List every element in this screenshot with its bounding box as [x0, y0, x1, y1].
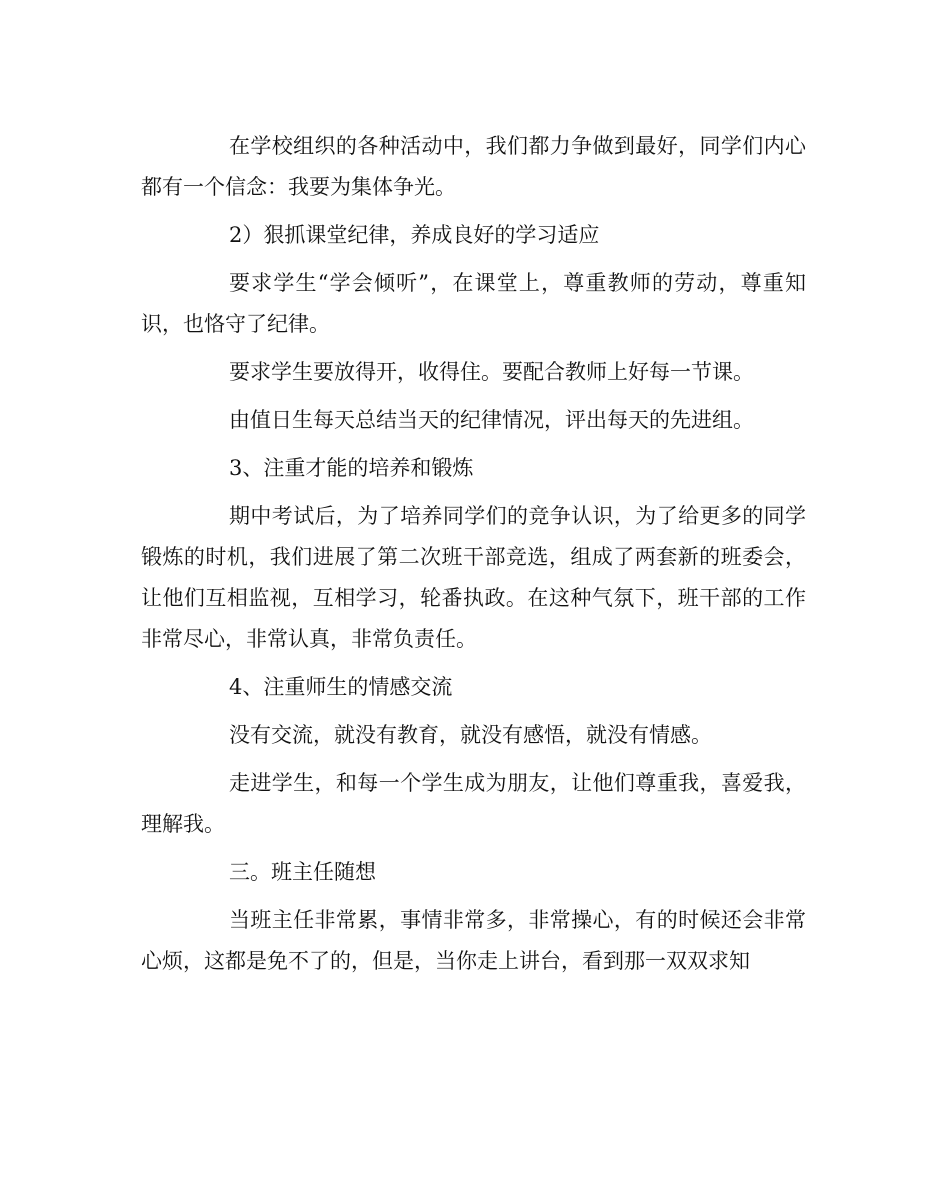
- heading-teacher-reflections: 三。班主任随想: [229, 860, 376, 884]
- heading-ability-training: 3、注重才能的培养和锻炼: [229, 456, 474, 480]
- paragraph-cooperate: 要求学生要放得开，收得住。要配合教师上好每一节课。: [229, 360, 754, 384]
- document-body: [141, 126, 806, 989]
- paragraph-no-exchange: 没有交流，就没有教育，就没有感悟，就没有情感。: [229, 723, 712, 747]
- heading-emotional-exchange: 4、注重师生的情感交流: [229, 675, 453, 699]
- paragraph-befriend-students: 走进学生，和每一个学生成为朋友，让他们尊重我，喜爱我，理解我。: [141, 771, 806, 836]
- paragraph-election: 期中考试后，为了培养同学们的竞争认识，为了给更多的同学锻炼的时机，我们进展了第二次班干部竞选，组成了两套新的班委会，让他们互相监视，互相学习，轮番执政。在这种气氛下，班干部的工作非常尽心，非常认真，非常负责任。: [141, 504, 806, 651]
- paragraph-listening: 要求学生“学会倾听”，在课堂上，尊重教师的劳动，尊重知识，也恪守了纪律。: [141, 271, 806, 336]
- heading-classroom-discipline: 2）狠抓课堂纪律，养成良好的学习适应: [229, 223, 600, 247]
- paragraph-teacher-tired: 当班主任非常累，事情非常多，非常操心，有的时候还会非常心烦，这都是免不了的，但是，当你走上讲台，看到那一双双求知: [141, 908, 806, 973]
- paragraph-activities: 在学校组织的各种活动中，我们都力争做到最好，同学们内心都有一个信念：我要为集体争光。: [141, 134, 806, 199]
- paragraph-duty-summary: 由值日生每天总结当天的纪律情况，评出每天的先进组。: [229, 408, 754, 432]
